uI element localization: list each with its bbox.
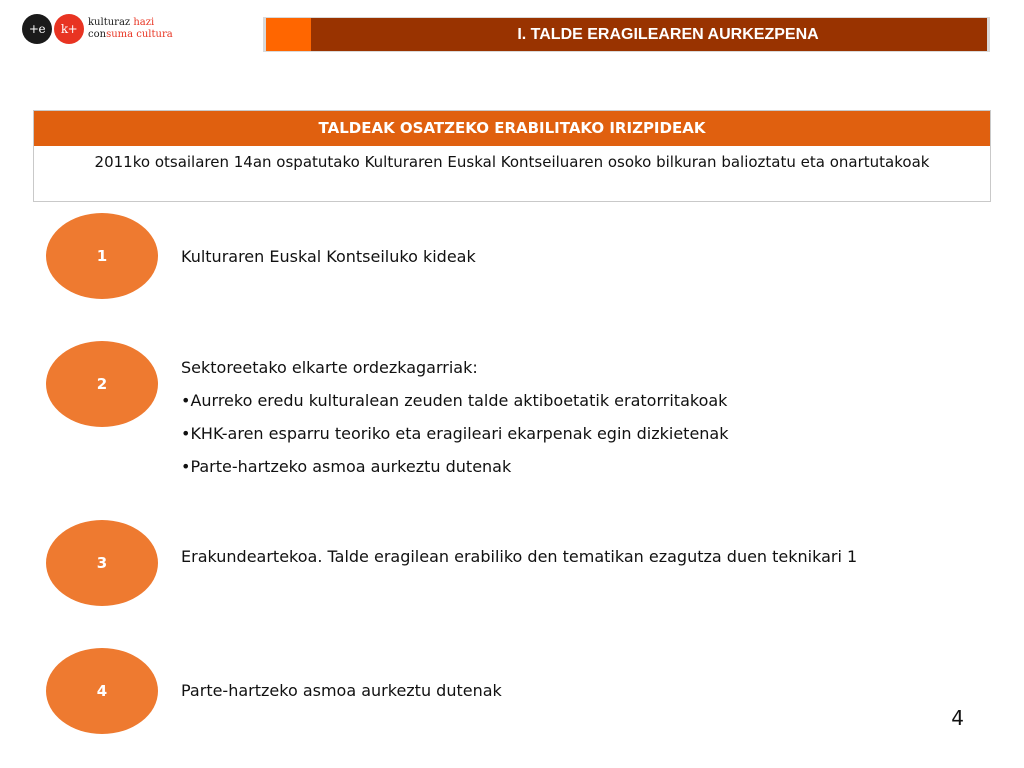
header-accent-block [266, 18, 311, 51]
item-3-text [181, 540, 971, 573]
item-1-text [181, 240, 971, 273]
logo-line-1 [88, 17, 173, 29]
logo-text-con: con [88, 29, 107, 40]
number-badge-4: 4 [46, 648, 158, 734]
logo-circle-k-plus: k+ [54, 14, 84, 44]
logo-text-hazi: hazi [133, 17, 155, 28]
criteria-box [33, 110, 991, 202]
logo-line-2 [88, 29, 173, 41]
item-4-text [181, 674, 971, 707]
item-4-line-1: Parte-hartzeko asmoa aurkeztu dutenak [181, 681, 502, 700]
logo-text-kulturaz: kulturaz [88, 17, 134, 28]
item-2-bullet-1: •Aurreko eredu kulturalean zeuden talde aktiboetatik eratorritakoak [181, 391, 728, 410]
item-2-bullet-3: •Parte-hartzeko asmoa aurkeztu dutenak [181, 457, 512, 476]
criteria-heading: TALDEAK OSATZEKO ERABILITAKO IRIZPIDEAK [34, 111, 990, 146]
item-2-line-1: Sektoreetako elkarte ordezkagarriak: [181, 358, 478, 377]
slide-title: I. TALDE ERAGILEAREN AURKEZPENA [311, 18, 987, 51]
page-number: 4 [951, 706, 964, 730]
item-2-bullet-2: •KHK-aren esparru teoriko eta eragileari ekarpenak egin dizkietenak [181, 424, 729, 443]
number-badge-2: 2 [46, 341, 158, 427]
logo-text-suma-cultura: suma cultura [106, 29, 173, 40]
item-1-line-1: Kulturaren Euskal Kontseiluko kideak [181, 247, 476, 266]
number-badge-3: 3 [46, 520, 158, 606]
item-2-text [181, 351, 971, 483]
item-3-line-1: Erakundeartekoa. Talde eragilean erabiliko den tematikan ezagutza duen teknikari 1 [181, 547, 858, 566]
logo [22, 14, 182, 48]
criteria-body: 2011ko otsailaren 14an ospatutako Kulturaren Euskal Kontseiluaren osoko bilkuran balioztatu eta onartutakoak [94, 153, 930, 171]
logo-wordmark [88, 17, 173, 41]
number-badge-1: 1 [46, 213, 158, 299]
slide-header [263, 17, 990, 52]
logo-circle-plus-e: +e [22, 14, 52, 44]
